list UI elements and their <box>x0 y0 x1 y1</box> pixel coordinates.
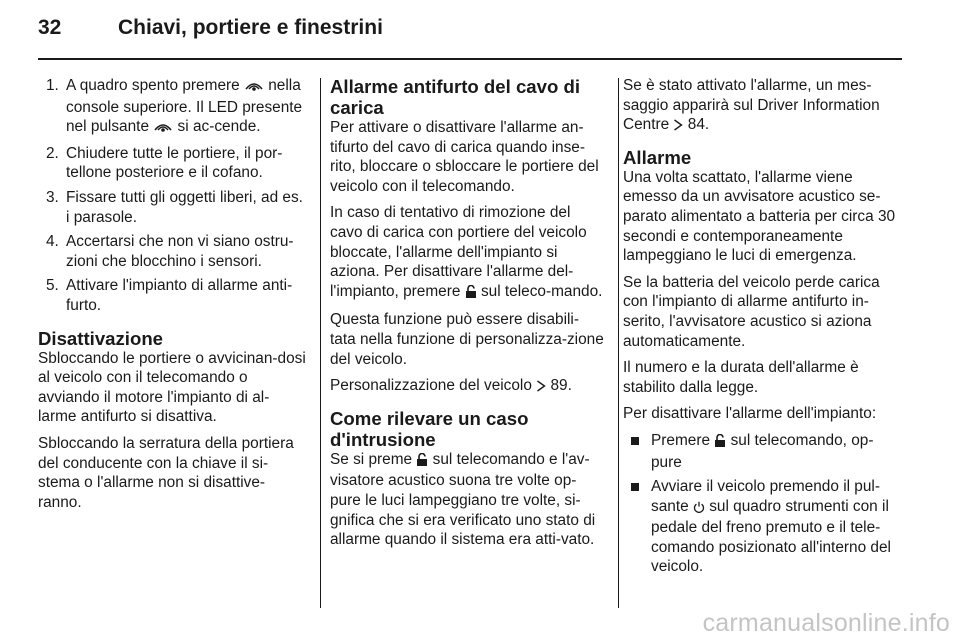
header-rule <box>38 58 902 60</box>
unlock-icon <box>465 284 477 304</box>
paragraph: Una volta scattato, l'allarme viene emesso da un avvisatore acustico se-parato alimentato a batteria per circa 30 secondi e contemporaneamente lampeggiano le luci di emergenza. <box>623 168 896 265</box>
section-heading: Disattivazione <box>38 327 164 349</box>
power-button-icon <box>693 499 705 519</box>
column-middle <box>330 76 604 557</box>
paragraph-text: In caso di tentativo di rimozione del cavo di carica con portiere del veicolo bloccate, l'allarme dell'impianto si aziona. Per disattivare l'allarme del-l'impianto, premere <box>330 204 587 300</box>
bullet-icon <box>631 437 639 445</box>
section-heading: Allarme antifurto del cavo di carica <box>330 76 581 118</box>
step-text: Accertarsi che non vi siano ostru-zioni che blocchino i sensori. <box>66 233 294 270</box>
footer-watermark: carmanualsonline.info <box>702 609 950 637</box>
list-text: sul telecomando, op-pure <box>651 431 874 471</box>
paragraph-text: Se si preme <box>330 450 417 468</box>
paragraph: Il numero e la durata dell'allarme è stabilito dalla legge. <box>623 359 859 396</box>
paragraph: Questa funzione può essere disabili-tata nella funzione di personalizza-zione del veicolo. <box>330 311 604 368</box>
list-text: Avviare il veicolo premendo il pul-sante <box>651 478 880 515</box>
bullet-icon <box>631 483 639 491</box>
paragraph-text: sul telecomando e l'av-visatore acustico suona tre volte op-pure le luci lampeggiano tre volte, si-gnifica che si era verificato uno stato di allarme quando il sistema era atti-vato. <box>330 450 596 549</box>
column-divider-1 <box>320 78 321 608</box>
paragraph: Per attivare o disattivare l'allarme an-tifurto del cavo di carica quando inse-rito, bloccare o sbloccare le portiere del veicolo con il telecomando. <box>330 119 599 195</box>
step-item <box>38 76 306 139</box>
alarm-sensor-icon <box>244 78 264 98</box>
list-text: Premere <box>651 431 715 449</box>
step-item <box>38 144 306 183</box>
paragraph: Sbloccando la serratura della portiera del conducente con la chiave il si-stema o l'allarme non si disattive-ranno. <box>38 434 294 511</box>
unlock-icon <box>714 433 726 453</box>
step-text: Attivare l'impianto di allarme anti-furto. <box>66 277 293 314</box>
step-number: 1. <box>46 77 59 94</box>
step-number: 3. <box>46 188 59 206</box>
page-reference[interactable]: 84. <box>687 116 710 134</box>
section-heading: Allarme <box>623 146 692 168</box>
step-number: 2. <box>46 144 59 162</box>
deactivation-list <box>623 431 903 577</box>
paragraph: Sbloccando le portiere o avvicinan-dosi al veicolo con il telecomando o avviando il motore l'impianto di al-larme antifurto si disattiva. <box>38 349 306 426</box>
section-heading: Come rilevare un caso d'intrusione <box>330 407 529 450</box>
reference-arrow-icon <box>673 117 683 137</box>
page-reference[interactable]: 89. <box>550 377 572 395</box>
paragraph: Se la batteria del veicolo perde carica con l'impianto di allarme antifurto in-serito, l'avvisatore acustico si aziona automaticamente. <box>623 273 880 350</box>
paragraph <box>330 376 604 398</box>
column-divider-2 <box>618 78 619 608</box>
paragraph <box>330 450 604 550</box>
column-left <box>38 76 306 519</box>
list-item <box>623 477 903 577</box>
paragraph-text: sul teleco-mando. <box>476 282 603 300</box>
unlock-icon <box>416 452 428 472</box>
page-number: 32 <box>38 16 62 39</box>
step-item <box>38 232 306 271</box>
paragraph <box>330 203 604 303</box>
list-item <box>623 431 903 472</box>
step-number: 4. <box>46 233 59 251</box>
paragraph-text: Personalizzazione del veicolo <box>330 377 537 395</box>
step-text: si ac-cende. <box>173 118 261 136</box>
step-text: A quadro spento premere <box>66 77 244 94</box>
alarm-sensor-icon <box>153 119 173 139</box>
step-item <box>38 276 306 315</box>
paragraph: Per disattivare l'allarme dell'impianto: <box>623 405 877 423</box>
step-text: Chiudere tutte le portiere, il por-tellone posteriore e il cofano. <box>66 144 283 182</box>
step-item <box>38 188 306 227</box>
step-number: 5. <box>46 277 59 295</box>
chapter-title: Chiavi, portiere e finestrini <box>118 16 383 39</box>
column-right <box>623 76 903 582</box>
list-text: sul quadro strumenti con il pedale del freno premuto e il tele-comando posizionato all'interno del veicolo. <box>651 497 891 576</box>
paragraph-text: Se è stato attivato l'allarme, un mes-saggio apparirà sul Driver Information Centre <box>623 77 880 134</box>
step-text: nella console superiore. Il LED presente nel pulsante <box>66 77 303 136</box>
paragraph <box>623 76 903 137</box>
step-text: Fissare tutti gli oggetti liberi, ad es. i parasole. <box>66 188 303 226</box>
reference-arrow-icon <box>536 378 546 398</box>
activation-steps <box>38 76 306 316</box>
